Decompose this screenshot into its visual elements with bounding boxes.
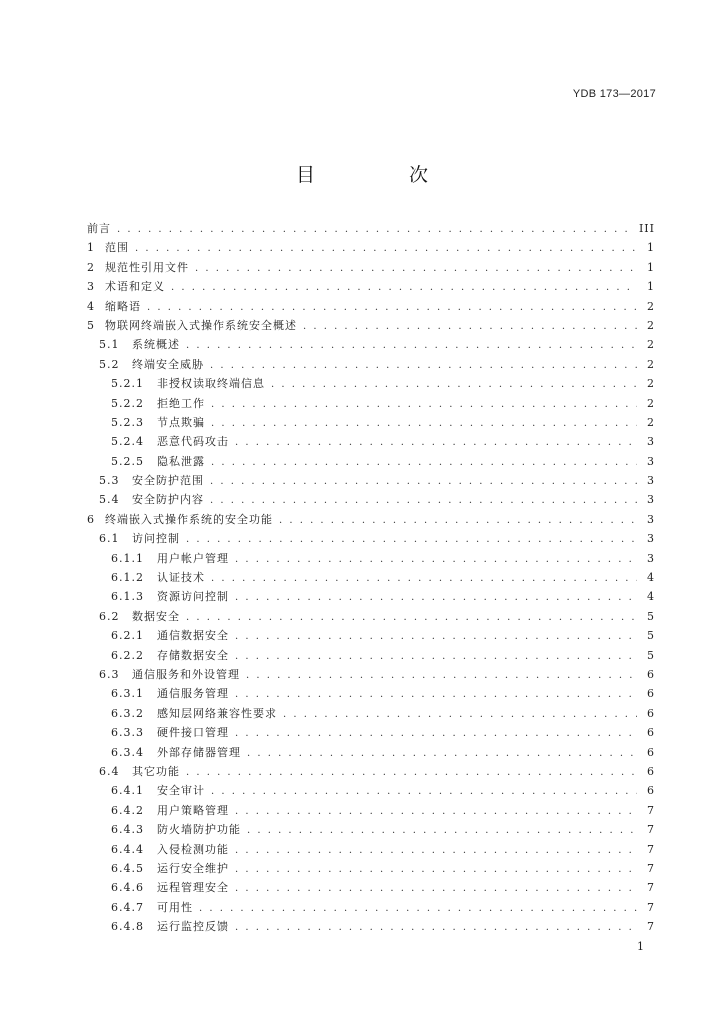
toc-entry-title: 节点欺骗 [157,415,205,429]
toc-entry-title: 物联网终端嵌入式操作系统安全概述 [105,318,297,332]
toc-dot-leader [235,802,637,821]
page-title: 目 次 [295,164,473,186]
toc-entry-number: 6.4.5 [111,861,144,875]
table-of-contents [87,219,655,936]
toc-dot-leader [271,375,637,394]
toc-entry-title: 远程管理安全 [157,881,229,895]
toc-entry-title: 终端嵌入式操作系统的安全功能 [105,512,273,526]
toc-entry-number: 6.4.3 [111,823,144,837]
toc-entry-page: 5 [647,629,655,643]
toc-entry-number: 2 [87,260,95,274]
toc-entry-title: 通信服务管理 [157,687,229,701]
toc-entry-page: 4 [647,590,655,604]
toc-entry-page: 6 [647,687,655,701]
toc-entry-page: 7 [647,842,655,856]
toc-entry-title: 通信服务和外设管理 [132,667,240,681]
toc-entry-page: 2 [647,338,655,352]
toc-entry-title: 安全防护内容 [132,493,204,507]
toc-dot-leader [186,530,637,549]
toc-dot-leader [117,220,633,239]
toc-entry[interactable] [87,374,655,393]
toc-entry-number: 5.2.5 [111,454,144,468]
toc-entry-page: 6 [647,726,655,740]
toc-entry-number: 6.3.2 [111,706,144,720]
toc-entry-number: 6.1.1 [111,551,144,565]
toc-entry-number: 6.3.4 [111,745,144,759]
toc-entry-page: 2 [647,318,655,332]
toc-entry[interactable] [87,781,655,800]
toc-entry[interactable] [87,704,655,723]
toc-entry-number: 5.2.1 [111,377,144,391]
toc-entry-title: 用户策略管理 [157,803,229,817]
toc-dot-leader [279,511,637,530]
toc-entry[interactable] [87,452,655,471]
toc-entry[interactable] [87,238,655,257]
toc-dot-leader [235,879,637,898]
toc-entry[interactable] [87,413,655,432]
toc-entry-number: 6.2.2 [111,648,144,662]
toc-dot-leader [210,356,637,375]
toc-entry-title: 资源访问控制 [157,590,229,604]
toc-dot-leader [235,627,637,646]
toc-entry[interactable] [87,840,655,859]
toc-entry[interactable] [87,723,655,742]
toc-entry-page: 2 [647,377,655,391]
toc-entry-page: 2 [647,357,655,371]
toc-dot-leader [186,763,637,782]
toc-entry[interactable] [87,258,655,277]
toc-entry-number: 5.4 [99,493,120,507]
toc-entry-number: 6.4 [99,764,120,778]
toc-dot-leader [135,239,637,258]
toc-entry-number: 6.3.1 [111,687,144,701]
toc-entry-page: 2 [647,415,655,429]
toc-entry-page: 7 [647,920,655,934]
page-number: 1 [637,940,644,953]
toc-entry-page: 1 [647,280,655,294]
toc-entry[interactable] [87,820,655,839]
toc-dot-leader [211,414,637,433]
toc-entry-title: 术语和定义 [105,280,165,294]
toc-entry-number: 5.2 [99,357,120,371]
toc-entry-page: 6 [647,784,655,798]
toc-entry[interactable] [87,801,655,820]
toc-entry-title: 数据安全 [132,609,180,623]
toc-entry-number: 6.2 [99,609,120,623]
toc-entry[interactable] [87,878,655,897]
toc-dot-leader [235,918,637,937]
toc-entry-page: 7 [647,861,655,875]
toc-entry-number: 6.1.3 [111,590,144,604]
toc-dot-leader [147,298,637,317]
toc-entry-title: 系统概述 [132,338,180,352]
toc-entry-title: 范围 [105,241,129,255]
toc-entry-title: 通信数据安全 [157,629,229,643]
toc-entry-title: 访问控制 [132,532,180,546]
toc-entry-page: 6 [647,706,655,720]
toc-dot-leader [210,472,637,491]
toc-entry[interactable] [87,549,655,568]
toc-entry-number: 5.2.3 [111,415,144,429]
document-code: YDB 173—2017 [572,88,656,100]
toc-entry-title: 非授权读取终端信息 [157,377,265,391]
toc-entry-number: 6 [87,512,95,526]
toc-dot-leader [171,278,637,297]
toc-entry-number: 5.2.2 [111,396,144,410]
toc-entry[interactable] [87,529,655,548]
toc-entry-number: 5.1 [99,338,120,352]
toc-entry-title: 隐私泄露 [157,454,205,468]
toc-entry-title: 规范性引用文件 [105,260,189,274]
toc-dot-leader [195,259,637,278]
toc-entry-page: 3 [647,493,655,507]
toc-dot-leader [186,336,637,355]
toc-entry[interactable] [87,277,655,296]
toc-entry-title: 硬件接口管理 [157,726,229,740]
toc-entry-number: 5.3 [99,474,120,488]
toc-entry-page: 6 [647,667,655,681]
toc-dot-leader [235,588,637,607]
toc-entry-page: 1 [647,260,655,274]
toc-entry-title: 安全防护范围 [132,474,204,488]
toc-entry-title: 认证技术 [157,571,205,585]
toc-entry[interactable] [87,859,655,878]
toc-entry[interactable] [87,665,655,684]
toc-entry-page: 3 [647,474,655,488]
toc-entry-title: 防火墙防护功能 [157,823,241,837]
toc-entry-page: III [638,222,655,235]
toc-entry-title: 其它功能 [132,764,180,778]
toc-entry-page: 6 [647,764,655,778]
toc-dot-leader [235,550,637,569]
toc-dot-leader [210,491,637,510]
toc-entry-number: 3 [87,280,95,294]
toc-dot-leader [235,724,637,743]
toc-dot-leader [235,433,637,452]
toc-entry[interactable] [87,432,655,451]
toc-dot-leader [211,569,637,588]
toc-entry-page: 7 [647,900,655,914]
toc-entry-title: 外部存储器管理 [157,745,241,759]
toc-dot-leader [235,685,637,704]
toc-entry-page: 6 [647,745,655,759]
toc-entry[interactable] [87,917,655,936]
toc-entry-number: 6.1.2 [111,571,144,585]
toc-entry[interactable] [87,355,655,374]
toc-entry-page: 1 [647,241,655,255]
toc-entry-number: 6.4.6 [111,881,144,895]
toc-entry-number: 6.4.8 [111,920,144,934]
toc-entry-page: 3 [647,532,655,546]
toc-entry-page: 3 [647,454,655,468]
toc-entry-title: 前言 [87,222,111,235]
toc-entry-number: 6.4.4 [111,842,144,856]
toc-entry-page: 7 [647,881,655,895]
toc-entry[interactable] [87,471,655,490]
toc-entry[interactable] [87,394,655,413]
toc-entry-number: 6.4.7 [111,900,144,914]
toc-entry[interactable] [87,684,655,703]
toc-entry-number: 6.3.3 [111,726,144,740]
toc-dot-leader [283,705,637,724]
toc-dot-leader [211,782,637,801]
toc-entry-number: 6.4.2 [111,803,144,817]
toc-entry[interactable] [87,626,655,645]
toc-dot-leader [211,453,637,472]
toc-entry-page: 5 [647,609,655,623]
toc-entry[interactable] [87,607,655,626]
toc-entry[interactable] [87,762,655,781]
toc-entry[interactable] [87,646,655,665]
toc-entry[interactable] [87,510,655,529]
toc-entry[interactable] [87,898,655,917]
toc-entry-page: 4 [647,571,655,585]
toc-entry-page: 3 [647,551,655,565]
toc-entry-number: 6.4.1 [111,784,144,798]
toc-entry-title: 感知层网络兼容性要求 [157,706,277,720]
toc-dot-leader [235,860,637,879]
toc-entry-title: 终端安全威胁 [132,357,204,371]
toc-dot-leader [246,666,637,685]
toc-entry-number: 6.3 [99,667,120,681]
toc-entry[interactable] [87,335,655,354]
toc-dot-leader [247,744,637,763]
toc-entry[interactable] [87,316,655,335]
toc-entry-title: 可用性 [157,900,193,914]
toc-dot-leader [247,821,637,840]
toc-dot-leader [235,647,637,666]
toc-entry[interactable] [87,297,655,316]
toc-entry-title: 存储数据安全 [157,648,229,662]
toc-dot-leader [235,841,637,860]
toc-dot-leader [211,395,637,414]
toc-entry-title: 拒绝工作 [157,396,205,410]
toc-entry-number: 6.1 [99,532,120,546]
toc-entry-page: 3 [647,512,655,526]
toc-dot-leader [186,608,637,627]
toc-dot-leader [199,899,637,918]
toc-entry-page: 2 [647,396,655,410]
toc-entry-page: 2 [647,299,655,313]
toc-entry-page: 7 [647,803,655,817]
toc-entry[interactable] [87,568,655,587]
toc-entry-number: 6.2.1 [111,629,144,643]
toc-dot-leader [303,317,637,336]
toc-entry-title: 运行安全维护 [157,861,229,875]
toc-entry[interactable] [87,743,655,762]
toc-entry-title: 运行监控反馈 [157,920,229,934]
toc-entry-page: 7 [647,823,655,837]
toc-entry-number: 5.2.4 [111,435,144,449]
toc-entry-title: 用户帐户管理 [157,551,229,565]
toc-entry-number: 4 [87,299,95,313]
toc-entry-number: 1 [87,241,95,255]
toc-entry[interactable] [87,219,655,238]
toc-entry-page: 3 [647,435,655,449]
toc-entry-number: 5 [87,318,95,332]
toc-entry-title: 缩略语 [105,299,141,313]
toc-entry[interactable] [87,490,655,509]
toc-entry-title: 安全审计 [157,784,205,798]
toc-entry[interactable] [87,587,655,606]
toc-entry-title: 入侵检测功能 [157,842,229,856]
toc-entry-title: 恶意代码攻击 [157,435,229,449]
toc-entry-page: 5 [647,648,655,662]
